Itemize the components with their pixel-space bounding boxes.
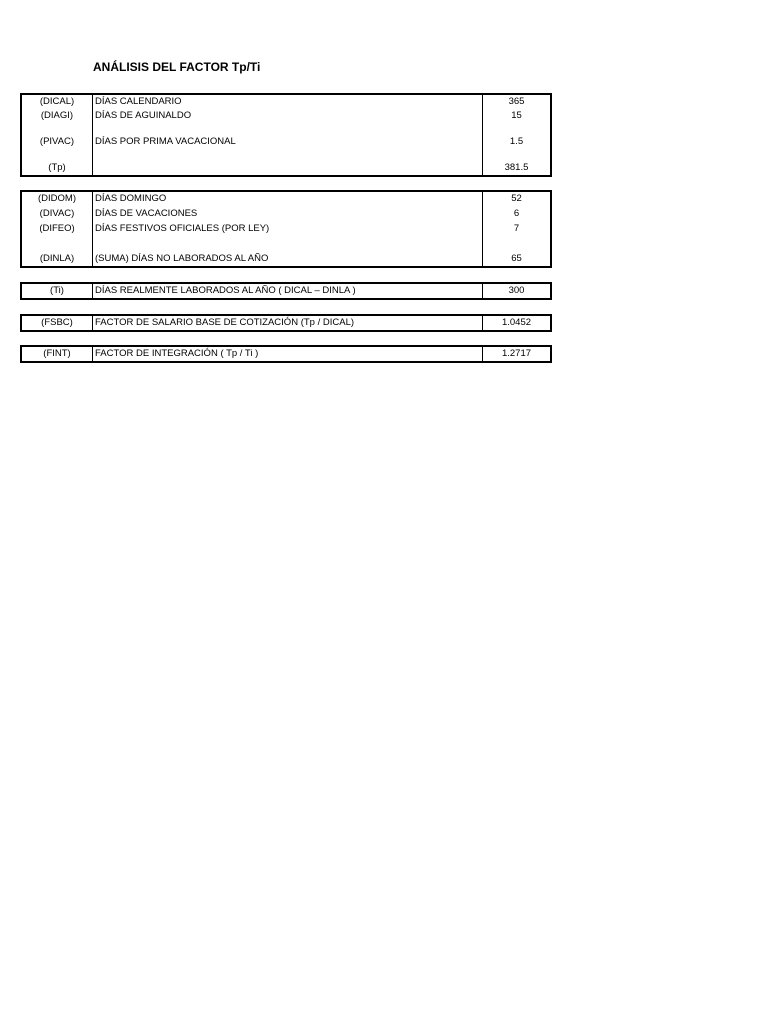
row-code: (DICAL) xyxy=(39,96,75,107)
row-code: (DIVAC) xyxy=(39,208,75,219)
table-fsbc xyxy=(20,314,552,332)
row-description: DÍAS DE VACACIONES xyxy=(95,208,198,219)
table-ti xyxy=(20,282,552,300)
row-description: FACTOR DE INTEGRACIÓN ( Tp / Ti ) xyxy=(95,348,259,359)
row-value: 65 xyxy=(511,253,522,264)
table-tp xyxy=(20,93,552,177)
row-description: DÍAS FESTIVOS OFICIALES (POR LEY) xyxy=(95,223,270,234)
row-description: DÍAS CALENDARIO xyxy=(95,96,182,107)
row-value: 1.0452 xyxy=(501,317,532,328)
table-fint xyxy=(20,345,552,363)
row-code: (DINLA) xyxy=(39,253,75,264)
row-description: DÍAS REALMENTE LABORADOS AL AÑO ( DICAL – DINLA ) xyxy=(95,285,356,296)
table-dinla xyxy=(20,190,552,268)
row-description: DÍAS POR PRIMA VACACIONAL xyxy=(95,136,236,147)
row-value: 365 xyxy=(508,96,525,107)
row-code: (PIVAC) xyxy=(39,136,75,147)
row-code: (Ti) xyxy=(50,285,64,296)
row-code: (Tp) xyxy=(48,162,66,173)
row-code: (DIFEO) xyxy=(39,223,75,234)
row-code: (DIAGI) xyxy=(40,110,74,121)
row-value: 7 xyxy=(513,223,520,234)
row-value: 52 xyxy=(511,193,522,204)
row-value: 15 xyxy=(511,110,522,121)
row-value: 6 xyxy=(513,208,520,219)
row-value: 300 xyxy=(508,285,525,296)
row-description: (SUMA) DÍAS NO LABORADOS AL AÑO xyxy=(95,253,269,264)
row-code: (FSBC) xyxy=(41,317,73,328)
page-title: ANÁLISIS DEL FACTOR Tp/Ti xyxy=(93,60,261,74)
row-description: DÍAS DOMINGO xyxy=(95,193,167,204)
row-description: DÍAS DE AGUINALDO xyxy=(95,110,192,121)
row-value: 381.5 xyxy=(504,162,529,173)
row-code: (FINT) xyxy=(43,348,71,359)
row-value: 1.2717 xyxy=(501,348,532,359)
row-description: FACTOR DE SALARIO BASE DE COTIZACIÓN (Tp / DICAL) xyxy=(95,317,355,328)
row-value: 1.5 xyxy=(509,136,524,147)
row-code: (DIDOM) xyxy=(38,193,76,204)
